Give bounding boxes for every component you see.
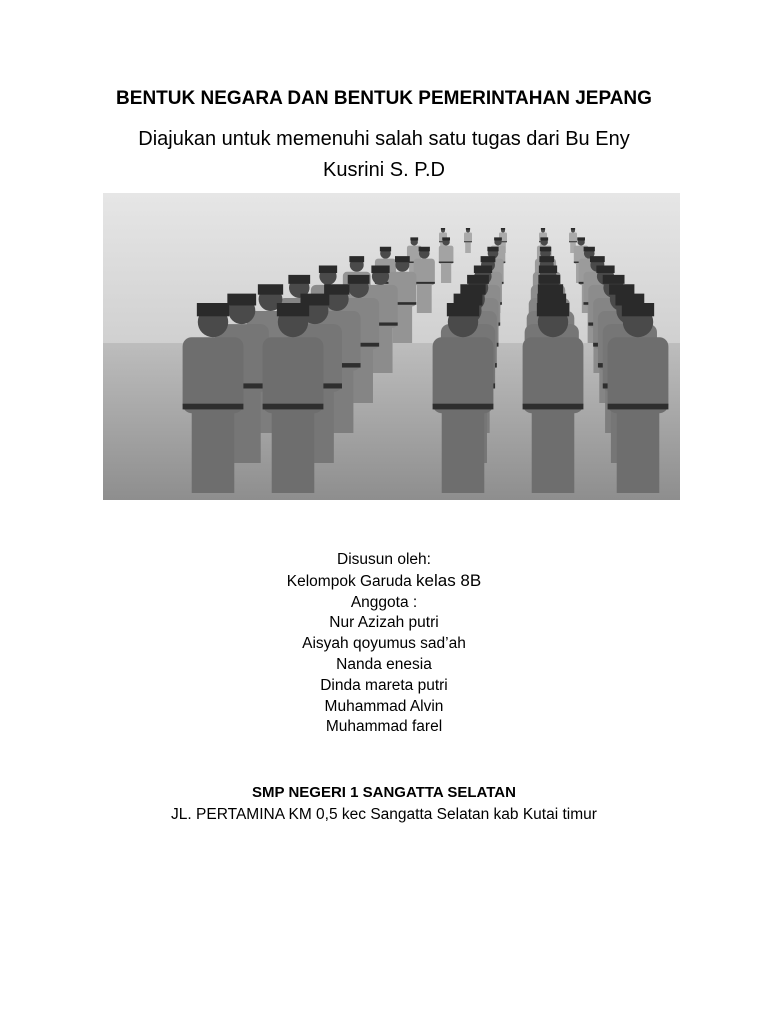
member-name: Aisyah qoyumus sad’ah [302, 635, 466, 653]
cover-photo [103, 193, 680, 500]
group-class: kelas 8B [416, 570, 482, 590]
member-name: Nur Azizah putri [329, 614, 439, 632]
group-name: Kelompok Garuda [286, 572, 417, 590]
document-subtitle [84, 124, 684, 186]
photo-soldiers-formation [103, 193, 680, 500]
member-name: Dinda mareta putri [320, 676, 448, 694]
school-name: SMP NEGERI 1 SANGATTA SELATAN [252, 784, 516, 801]
group-line [0, 571, 768, 593]
members-label: Anggota : [350, 593, 418, 611]
document-title: BENTUK NEGARA DAN BENTUK PEMERINTAHAN JEPANG [116, 88, 652, 109]
credits-block [0, 550, 768, 738]
school-address: JL. PERTAMINA KM 0,5 kec Sangatta Selatan kab Kutai timur [171, 806, 597, 823]
member-name: Nanda enesia [336, 655, 432, 673]
compiled-by-label: Disusun oleh: [337, 551, 431, 568]
subtitle-line-2: Kusrini S. P.D [323, 159, 445, 181]
member-name: Muhammad farel [325, 718, 443, 736]
subtitle-line-1: Diajukan untuk memenuhi salah satu tugas dari Bu Eny [138, 128, 630, 150]
member-name: Muhammad Alvin [324, 697, 444, 715]
